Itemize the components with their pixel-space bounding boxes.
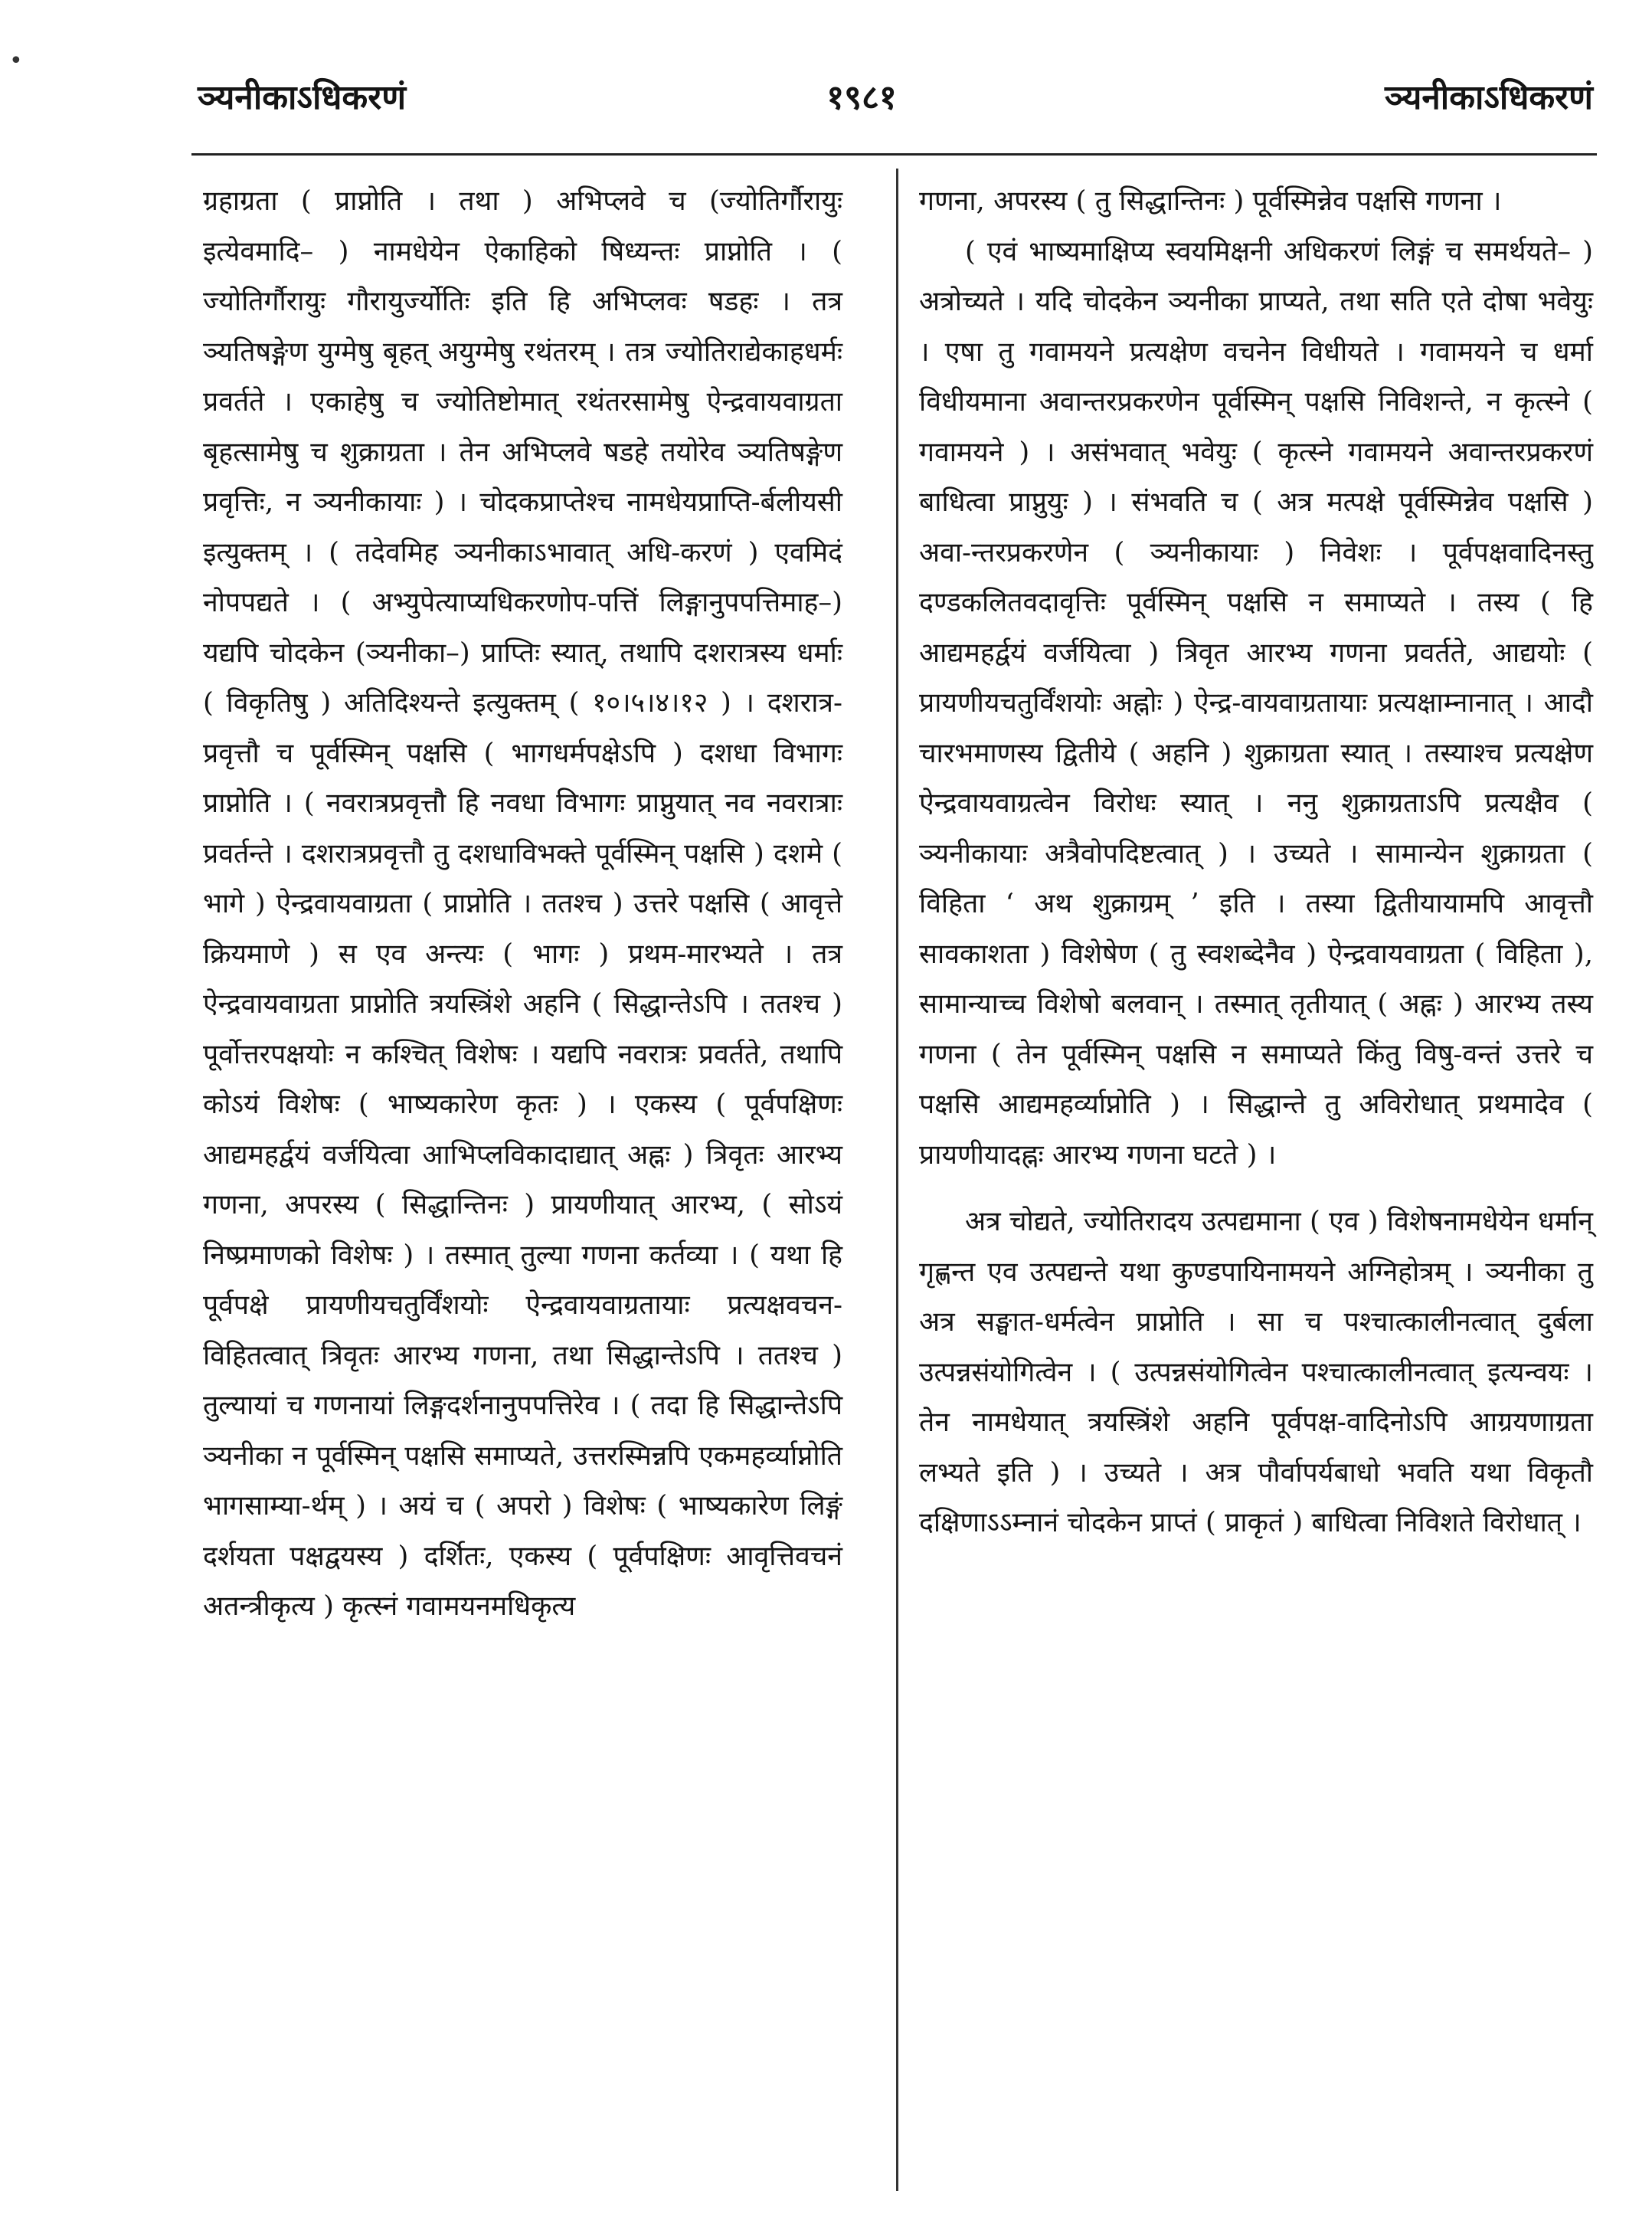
paragraph: ( एवं भाष्यमाक्षिप्य स्वयमिक्षनी अधिकरणं लिङ्गं च समर्थयते– ) अत्रोच्यते । यदि चोदकेन ञ्यनीका प्राप्यते, तथा सति एते दोषा भवेयुः । एषा तु गवामयने प्रत्यक्षेण वचनेन विधीयते । गवामयने च धर्मा विधीयमाना अवान्तरप्रकरणेन पूर्वस्मिन् पक्षसि निविशन्ते, न कृत्स्ने ( गवामयने ) । असंभवात् भवेयुः ( कृत्स्ने गवामयने अवान्तरप्रकरणं बाधित्वा प्राप्नुयुः ) । संभवति च ( अत्र मत्पक्षे पूर्वस्मिन्नेव पक्षसि ) अवा-न्तरप्रकरणेन ( ञ्यनीकायाः ) निवेशः । पूर्वपक्षवादिनस्तु दण्डकलितवदावृत्तिः पूर्वस्मिन् पक्षसि न समाप्यते । तस्य ( हि आद्यमहर्द्वयं वर्जयित्वा ) त्रिवृत आरभ्य गणना प्रवर्तते, आद्ययोः ( प्रायणीयचतुर्विंशयोः अह्नोः ) ऐन्द्र-वायवाग्रतायाः प्रत्यक्षाम्नानात् । आदौ चारभमाणस्य द्वितीये ( अहनि ) शुक्राग्रता स्यात् । तस्याश्च प्रत्यक्षेण ऐन्द्रवायवाग्रत्वेन विरोधः स्यात् । ननु शुक्राग्रताऽपि प्रत्यक्षैव ( ञ्यनीकायाः अत्रैवोपदिष्टत्वात् ) । उच्यते । सामान्येन शुक्राग्रता ( विहिता ‘ अथ शुक्राग्रम् ’ इति । तस्या द्वितीयायामपि आवृत्तौ सावकाशता ) विशेषेण ( तु स्वशब्देनैव ) ऐन्द्रवायवाग्रता ( विहिता ), सामान्याच्च विशेषो बलवान् । तस्मात् तृतीयात् ( अह्नः ) आरभ्य तस्य गणना ( तेन पूर्वस्मिन् पक्षसि न समाप्यते किंतु विषु-वन्तं उत्तरे च पक्षसि आद्यमहर्व्याप्नोति ) । सिद्धान्ते तु अविरोधात् प्रथमादेव ( प्रायणीयादह्नः आरभ्य गणना घटते ) । bbox=[919, 235, 1593, 1171]
paragraph-gap bbox=[919, 1180, 1593, 1197]
paragraph: गणना, अपरस्य ( तु सिद्धान्तिनः ) पूर्वस्मिन्नेव पक्षसि गणना । bbox=[919, 185, 1502, 217]
running-head-left: ञ्यनीकाऽधिकरणं bbox=[198, 78, 407, 117]
page-number: १९८१ bbox=[826, 78, 897, 117]
header-rule bbox=[191, 153, 1597, 156]
margin-speck: • bbox=[9, 47, 23, 74]
paragraph: अत्र चोद्यते, ज्योतिरादय उत्पद्यमाना ( एव ) विशेषनामधेयेन धर्मान् गृह्णन्त एव उत्पद्यन्ते यथा कुण्डपायिनामयने अग्निहोत्रम् । ञ्यनीका तु अत्र सङ्घात-धर्मत्वेन प्राप्नोति । सा च पश्चात्कालीनत्वात् दुर्बला उत्पन्नसंयोगित्वेन । ( उत्पन्नसंयोगित्वेन पश्चात्कालीनत्वात् इत्यन्वयः । तेन नामधेयात् त्रयस्त्रिंशे अहनि पूर्वपक्ष-वादिनोऽपि आग्रयणाग्रता लभ्यते इति ) । उच्यते । अत्र पौर्वापर्यबाधो भवति यथा विकृतौ दक्षिणाऽऽम्नानं चोदकेन प्राप्तं ( प्राकृतं ) बाधित्वा निविशते विरोधात् । bbox=[919, 1206, 1593, 1538]
running-head-right: ञ्यनीकाऽधिकरणं bbox=[1384, 78, 1593, 117]
right-column bbox=[919, 176, 1593, 1548]
left-column bbox=[203, 176, 842, 1632]
paragraph: ग्रहाग्रता ( प्राप्नोति । तथा ) अभिप्लवे च (ज्योतिर्गौरायुः इत्येवमादि– ) नामधेयेन ऐकाहिको षिध्यन्तः प्राप्नोति । ( ज्योतिर्गौरायुः गौरायुर्ज्योतिः इति हि अभिप्लवः षडहः । तत्र ञ्यतिषङ्गेण युग्मेषु बृहत् अयुग्मेषु रथंतरम् । तत्र ज्योतिराद्येकाहधर्मः प्रवर्तते । एकाहेषु च ज्योतिष्टोमात् रथंतरसामेषु ऐन्द्रवायवाग्रता बृहत्सामेषु च शुक्राग्रता । तेन अभिप्लवे षडहे तयोरेव ञ्यतिषङ्गेण प्रवृत्तिः, न ञ्यनीकायाः ) । चोदकप्राप्तेश्च नामधेयप्राप्ति-र्बलीयसी इत्युक्तम् । ( तदेवमिह ञ्यनीकाऽभावात् अधि-करणं ) एवमिदं नोपपद्यते । ( अभ्युपेत्याप्यधिकरणोप-पत्तिं लिङ्गानुपपत्तिमाह–) यद्यपि चोदकेन (ञ्यनीका–) प्राप्तिः स्यात्, तथापि दशरात्रस्य धर्माः ( विकृतिषु ) अतिदिश्यन्ते इत्युक्तम् ( १०।५।४।१२ ) । दशरात्र-प्रवृत्तौ च पूर्वस्मिन् पक्षसि ( भागधर्मपक्षेऽपि ) दशधा विभागः प्राप्नोति । ( नवरात्रप्रवृत्तौ हि नवधा विभागः प्राप्नुयात् नव नवरात्राः प्रवर्तन्ते । दशरात्रप्रवृत्तौ तु दशधाविभक्ते पूर्वस्मिन् पक्षसि ) दशमे ( भागे ) ऐन्द्रवायवाग्रता ( प्राप्नोति । ततश्च ) उत्तरे पक्षसि ( आवृत्ते क्रियमाणे ) स एव अन्त्यः ( भागः ) प्रथम-मारभ्यते । तत्र ऐन्द्रवायवाग्रता प्राप्नोति त्रयस्त्रिंशे अहनि ( सिद्धान्तेऽपि । ततश्च ) पूर्वोत्तरपक्षयोः न कश्चित् विशेषः । यद्यपि नवरात्रः प्रवर्तते, तथापि कोऽयं विशेषः ( भाष्यकारेण कृतः ) । एकस्य ( पूर्वपक्षिणः आद्यमहर्द्वयं वर्जयित्वा आभिप्लविकादाद्यात् अह्नः ) त्रिवृतः आरभ्य गणना, अपरस्य ( सिद्धान्तिनः ) प्रायणीयात् आरभ्य, ( सोऽयं निष्प्रमाणको विशेषः ) । तस्मात् तुल्या गणना कर्तव्या । ( यथा हि पूर्वपक्षे प्रायणीयचतुर्विंशयोः ऐन्द्रवायवाग्रतायाः प्रत्यक्षवचन-विहितत्वात् त्रिवृतः आरभ्य गणना, तथा सिद्धान्तेऽपि । ततश्च ) तुल्यायां च गणनायां लिङ्गदर्शनानुपपत्तिरेव । ( तदा हि सिद्धान्तेऽपि ञ्यनीका न पूर्वस्मिन् पक्षसि समाप्यते, उत्तरस्मिन्नपि एकमहर्व्याप्नोति भागसाम्या-र्थम् ) । अयं च ( अपरो ) विशेषः ( भाष्यकारेण लिङ्गं दर्शयता पक्षद्वयस्य ) दर्शितः, एकस्य ( पूर्वपक्षिणः आवृत्तिवचनं अतन्त्रीकृत्य ) कृत्स्नं गवामयनमधिकृत्य bbox=[203, 185, 842, 1622]
column-divider bbox=[896, 169, 898, 2191]
